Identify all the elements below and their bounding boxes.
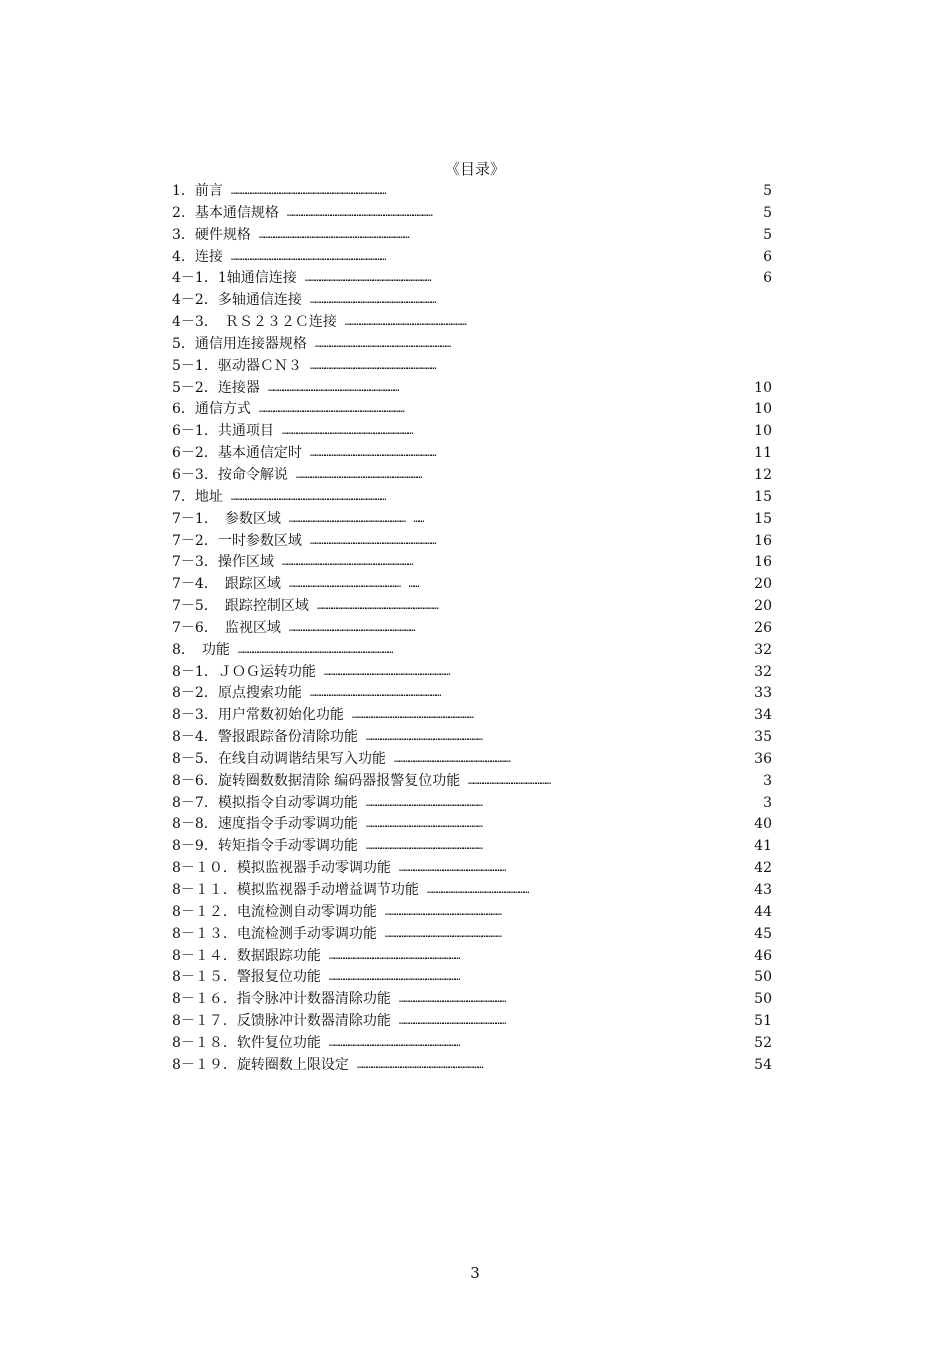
- toc-entry-page: 50: [754, 969, 772, 986]
- toc-entry-page: 3: [763, 772, 772, 789]
- toc-entry: [172, 181, 782, 203]
- toc-entry-title: 7－4． 跟踪区域: [172, 576, 281, 593]
- toc-entry-title: 8－１０．模拟监视器手动零调功能: [172, 860, 391, 877]
- toc-entry-title: 6－2．基本通信定时: [172, 445, 302, 462]
- toc-entry-leader: ………………………………………………………………: [385, 928, 501, 940]
- toc-entry: [172, 924, 782, 946]
- toc-entry-page: 46: [754, 947, 772, 964]
- toc-entry-leader: ………………………………………………………………………: [310, 688, 441, 700]
- toc-entry-page: 16: [754, 554, 772, 571]
- toc-entry-leader: ………………………………………………………: [427, 885, 529, 896]
- toc-entry-page: 33: [754, 685, 772, 702]
- toc-entry: [172, 793, 782, 815]
- toc-entry: [172, 1055, 782, 1077]
- toc-entry-leader: ………………………………………………………………: [366, 797, 482, 809]
- toc-entry-page: 3: [763, 794, 772, 811]
- toc-entry-leader: ……………………………………………………………………………………: [231, 491, 386, 503]
- toc-entry-title: 8－１８．软件复位功能: [172, 1034, 321, 1051]
- toc-entry-title: 8－7．模拟指令自动零调功能: [172, 794, 358, 811]
- toc-entry-page: 34: [754, 707, 772, 724]
- toc-entry-page: 54: [754, 1056, 772, 1073]
- toc-entry-page: 6: [763, 248, 772, 265]
- toc-entry-title: 6－1．共通项目: [172, 423, 274, 440]
- toc-entry-leader: ……………………………………………: [468, 775, 550, 787]
- toc-entry-leader: ………………………………………………………………: [385, 906, 501, 918]
- toc-entry-title: 8－１１．模拟监视器手动增益调节功能: [172, 882, 419, 898]
- toc-entry-page: 40: [754, 816, 772, 833]
- toc-entry: [172, 727, 782, 749]
- toc-entry-title: 7－6． 监视区域: [172, 619, 281, 636]
- toc-entry: [172, 225, 782, 247]
- toc-entry-leader: ……………………………………………………………………: [310, 448, 436, 460]
- toc-entry-title: 8－6．旋转圈数数据清除 编码器报警复位功能: [172, 772, 461, 789]
- toc-entry-leader: ……………………………………………………………………: [310, 535, 436, 547]
- toc-entry: [172, 814, 782, 836]
- toc-entry-leader: ……………………………………………………………………………………: [238, 644, 393, 656]
- toc-entry-page: 36: [754, 750, 772, 767]
- toc-entry: [172, 858, 782, 880]
- toc-entry: [172, 705, 782, 727]
- toc-entry: [172, 203, 782, 225]
- toc-entry-leader: ……………………………………………………………………: [296, 469, 422, 481]
- toc-entry: [172, 443, 782, 465]
- toc-entry-leader: ………………………………………………………………………: [329, 1037, 460, 1049]
- toc-entry-title: 3．硬件规格: [172, 226, 251, 243]
- toc-entry-page: 50: [754, 991, 772, 1008]
- toc-entry-title: 8－１７．反馈脉冲计数器清除功能: [172, 1013, 391, 1030]
- toc-entry-leader: ………………………………………………………………………: [329, 950, 460, 962]
- toc-entry: [172, 312, 782, 334]
- toc-entry-title: 7－5． 跟踪控制区域: [172, 598, 309, 615]
- toc-entry-leader: ………………………………………………………………………: [282, 557, 413, 569]
- toc-entry-title: 6－3．按命令解说: [172, 466, 288, 483]
- toc-entry-leader: ………………………………………………………………………………: [259, 404, 404, 416]
- toc-entry-page: 15: [754, 488, 772, 505]
- toc-entry-page: 6: [763, 270, 772, 287]
- toc-entry-leader: ……………………………………………………………………: [324, 666, 450, 678]
- toc-entry-leader: …………………………………………………………………: [317, 601, 438, 613]
- toc-entry: [172, 487, 782, 509]
- toc-entry-page: 26: [754, 619, 772, 636]
- toc-entry-title: 7－1． 参数区域: [172, 510, 281, 527]
- toc-entry-page: 5: [763, 204, 772, 221]
- toc-entry-leader: …………………………………………………………………: [352, 710, 473, 722]
- toc-entry-title: 5－1．驱动器ＣＮ３: [172, 357, 302, 374]
- toc-entry-page: 5: [763, 183, 772, 199]
- toc-entry: [172, 290, 782, 312]
- toc-entry-title: 8－9．转矩指令手动零调功能: [172, 838, 358, 855]
- toc-entry-page: 16: [754, 532, 772, 549]
- table-of-contents: [172, 181, 782, 1077]
- toc-entry-title: 7－3．操作区域: [172, 554, 274, 571]
- toc-entry-title: 8－１５．警报复位功能: [172, 969, 321, 986]
- toc-entry-leader: ………………………………………………………………………: [329, 972, 460, 984]
- toc-entry-page: 15: [754, 510, 772, 527]
- toc-entry: [172, 399, 782, 421]
- toc-entry: [172, 268, 782, 290]
- toc-entry-leader: ……………………………………………………………… ……: [289, 513, 424, 525]
- toc-entry-leader: ……………………………………………………………………………………: [231, 186, 386, 197]
- toc-entry: [172, 356, 782, 378]
- toc-entry-page: 20: [754, 598, 772, 615]
- toc-entry-page: 43: [754, 882, 772, 898]
- toc-entry-title: 8． 功能: [172, 641, 230, 658]
- toc-entry-leader: ……………………………………………………………………: [310, 295, 436, 307]
- toc-entry-leader: ………………………………………………………………: [366, 732, 482, 744]
- toc-entry-title: 5．通信用连接器规格: [172, 335, 307, 352]
- toc-title: 《目录》: [444, 160, 505, 178]
- toc-entry-title: 8－１３．电流检测手动零调功能: [172, 925, 377, 942]
- toc-entry-page: 45: [754, 925, 772, 942]
- toc-entry-page: 12: [754, 466, 772, 483]
- toc-entry-title: 8－１９．旋转圈数上限设定: [172, 1056, 349, 1073]
- toc-entry-title: 5－2．连接器: [172, 379, 260, 396]
- toc-entry: [172, 1011, 782, 1033]
- toc-entry: [172, 531, 782, 553]
- toc-entry-title: 2．基本通信规格: [172, 204, 279, 221]
- toc-entry: [172, 771, 782, 793]
- toc-entry: [172, 1033, 782, 1055]
- toc-entry-title: 4－1．1轴通信连接: [172, 270, 297, 287]
- toc-entry-page: 35: [754, 729, 772, 746]
- toc-entry-leader: …………………………………………………………: [399, 994, 506, 1006]
- toc-entry-leader: ………………………………………………………………………: [268, 382, 399, 394]
- toc-entry-leader: …………………………………………………………: [399, 1016, 506, 1028]
- toc-entry-page: 44: [754, 903, 772, 920]
- toc-entry-page: 10: [754, 379, 772, 396]
- toc-entry: [172, 509, 782, 531]
- toc-entry-page: 32: [754, 663, 772, 680]
- toc-entry-title: 8－3．用户常数初始化功能: [172, 707, 344, 724]
- toc-entry-leader: ……………………………………………………………………: [310, 360, 436, 372]
- toc-entry: [172, 421, 782, 443]
- toc-entry-page: 20: [754, 576, 772, 593]
- toc-entry-page: 5: [763, 226, 772, 243]
- toc-entry-title: 4－3． ＲＳ２３２Ｃ连接: [172, 314, 337, 331]
- toc-entry: [172, 836, 782, 858]
- toc-entry: [172, 902, 782, 924]
- toc-entry-title: 8－8．速度指令手动零调功能: [172, 816, 358, 833]
- toc-entry-title: 7－2．一时参数区域: [172, 532, 302, 549]
- toc-entry: [172, 552, 782, 574]
- toc-entry-title: 1．前言: [172, 183, 223, 199]
- toc-entry-leader: ………………………………………………………………………………: [287, 207, 432, 219]
- toc-entry-page: 52: [754, 1034, 772, 1051]
- toc-entry-page: 10: [754, 401, 772, 418]
- toc-entry-leader: ……………………………………………………………………………………: [231, 251, 386, 263]
- toc-entry-title: 6．通信方式: [172, 401, 251, 418]
- toc-entry: [172, 247, 782, 269]
- toc-entry-title: 7．地址: [172, 488, 223, 505]
- toc-entry: [172, 946, 782, 968]
- toc-entry-page: 32: [754, 641, 772, 658]
- toc-entry-title: 8－5．在线自动调谐结果写入功能: [172, 750, 386, 767]
- toc-entry-title: 4－2．多轴通信连接: [172, 292, 302, 309]
- page-number: 3: [470, 1264, 480, 1282]
- toc-entry-title: 8－１４．数据跟踪功能: [172, 947, 321, 964]
- toc-entry-leader: ………………………………………………………………: [366, 841, 482, 853]
- toc-entry: [172, 880, 782, 902]
- toc-entry-page: 11: [754, 445, 772, 462]
- toc-entry: [172, 618, 782, 640]
- toc-entry: [172, 749, 782, 771]
- toc-entry-title: 8－１６．指令脉冲计数器清除功能: [172, 991, 391, 1008]
- toc-entry: [172, 596, 782, 618]
- toc-entry-leader: …………………………………………………………: [399, 863, 506, 875]
- toc-entry: [172, 640, 782, 662]
- toc-entry-leader: ……………………………………………………………………: [305, 273, 431, 285]
- toc-entry: [172, 683, 782, 705]
- toc-entry-title: 4．连接: [172, 248, 223, 265]
- toc-entry-title: 8－１２．电流检测自动零调功能: [172, 903, 377, 920]
- toc-entry-leader: …………………………………………………………………………: [315, 338, 450, 350]
- toc-entry-title: 8－1．ＪＯＧ运转功能: [172, 663, 316, 680]
- toc-entry: [172, 662, 782, 684]
- toc-entry-page: 51: [754, 1013, 772, 1030]
- toc-entry: [172, 967, 782, 989]
- toc-entry-leader: ………………………………………………………………………: [282, 426, 413, 438]
- toc-entry: [172, 334, 782, 356]
- toc-entry-title: 8－4．警报跟踪备份清除功能: [172, 729, 358, 746]
- toc-entry-leader: ……………………………………………………………………: [289, 622, 415, 634]
- toc-entry: [172, 574, 782, 596]
- toc-entry-leader: ………………………………………………………………: [366, 819, 482, 831]
- toc-entry-leader: …………………………………………………………………………………: [259, 229, 409, 241]
- toc-entry-leader: …………………………………………………………… ……: [289, 579, 419, 591]
- toc-entry: [172, 378, 782, 400]
- toc-entry-leader: …………………………………………………………………: [345, 317, 466, 329]
- toc-entry-leader: ………………………………………………………………: [394, 753, 510, 765]
- toc-entry: [172, 465, 782, 487]
- toc-entry-leader: ……………………………………………………………………: [357, 1059, 483, 1071]
- toc-entry-page: 41: [754, 838, 772, 855]
- toc-entry-page: 10: [754, 423, 772, 440]
- toc-entry-page: 42: [754, 860, 772, 877]
- toc-entry-title: 8－2．原点搜索功能: [172, 685, 302, 702]
- toc-entry: [172, 989, 782, 1011]
